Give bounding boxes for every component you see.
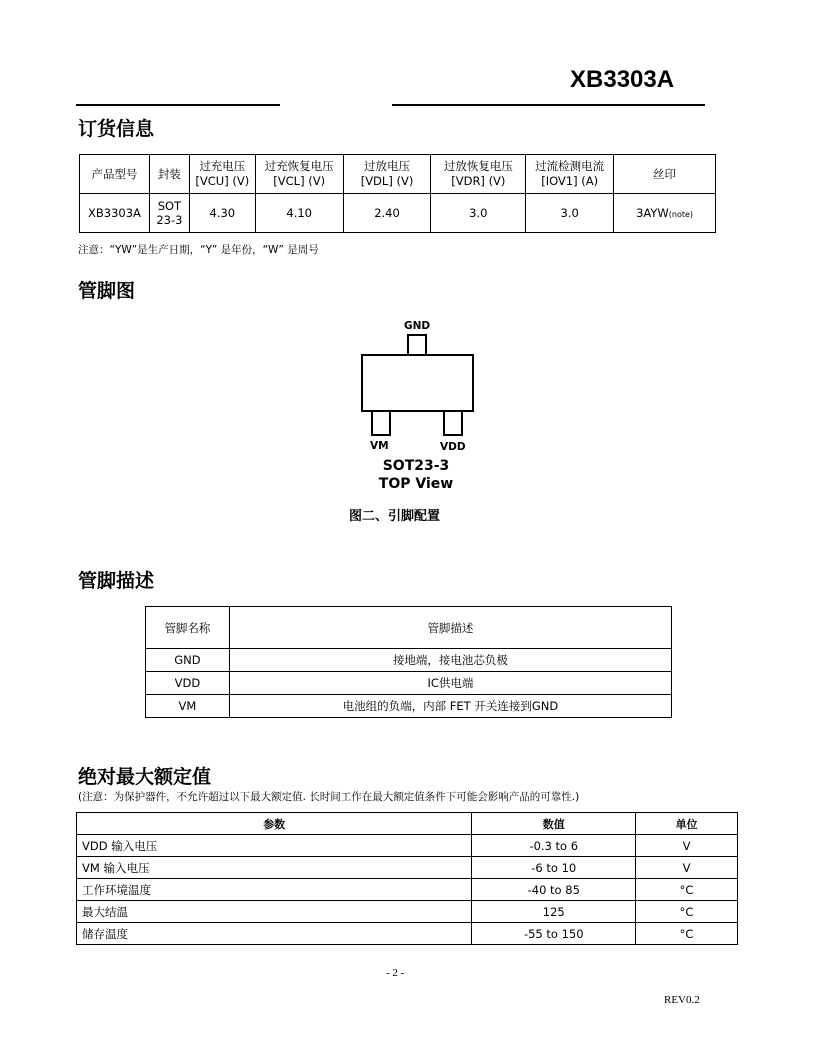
ordering-title: 订货信息 [78,118,155,140]
pin-name: VDD [146,672,230,695]
table-row [77,835,738,857]
value-cell: -40 to 85 [472,879,636,901]
cell-package: SOT 23-3 [149,194,189,233]
col-pin-name: 管脚名称 [146,607,230,649]
col-iov1: 过流检测电流 [IOV1] (A) [526,155,614,194]
abs-max-header-row [77,813,738,835]
package-view: TOP View [378,476,454,492]
abs-max-table [76,812,738,945]
col-vdl: 过放电压 [VDL] (V) [343,155,431,194]
table-row [146,695,672,718]
col-package: 封装 [149,155,189,194]
pin-label-gnd: GND [404,320,431,332]
ordering-data-row [80,194,716,233]
table-row [146,672,672,695]
pin-name: VM [146,695,230,718]
cell-marking: 3AYW(note) [614,194,716,233]
page-number: - 2 - [386,967,405,979]
package-name: SOT23-3 [382,458,450,474]
col-vdr: 过放恢复电压 [VDR] (V) [431,155,526,194]
cell-iov1: 3.0 [526,194,614,233]
cell-vdr: 3.0 [431,194,526,233]
ordering-header-row [80,155,716,194]
col-model: 产品型号 [80,155,150,194]
col-vcl: 过充恢复电压 [VCL] (V) [255,155,343,194]
param-cell: 最大结温 [77,901,472,923]
unit-cell: °C [636,879,738,901]
pin-label-vm: VM [370,440,389,452]
unit-cell: V [636,835,738,857]
abs-max-note: (注意：为保护器件，不允许超过以下最大额定值. 长时间工作在最大额定值条件下可能会影响产品的可靠性.) [78,791,580,803]
figure-caption: 图二、引脚配置 [349,509,441,524]
pin-label-vdd: VDD [440,441,466,453]
table-row [146,649,672,672]
pin-description: 电池组的负端，内部 FET 开关连接到GND [229,695,671,718]
pin-desc-table [145,606,672,718]
pin-desc-title: 管脚描述 [78,570,155,592]
cell-vcu: 4.30 [189,194,255,233]
col-param: 参数 [77,813,472,835]
param-cell: 工作环境温度 [77,879,472,901]
pin-vdd [443,410,463,436]
header-rule-right [392,104,705,106]
ordering-note: 注意：“YW”是生产日期，“Y” 是年份，“W” 是周号 [78,244,319,256]
pinout-title: 管脚图 [78,280,136,302]
ordering-table [79,154,716,233]
pin-vm [371,410,391,436]
part-number-title: XB3303A [570,66,675,93]
col-value: 数值 [472,813,636,835]
pin-description: 接地端，接电池芯负极 [229,649,671,672]
revision-label: REV0.2 [664,994,700,1006]
col-pin-desc: 管脚描述 [229,607,671,649]
cell-vdl: 2.40 [343,194,431,233]
col-unit: 单位 [636,813,738,835]
pin-desc-header-row [146,607,672,649]
package-body [361,354,474,412]
value-cell: 125 [472,901,636,923]
value-cell: -0.3 to 6 [472,835,636,857]
pin-description: IC供电端 [229,672,671,695]
unit-cell: V [636,857,738,879]
table-row [77,879,738,901]
cell-model: XB3303A [80,194,150,233]
param-cell: 储存温度 [77,923,472,945]
pin-name: GND [146,649,230,672]
value-cell: -55 to 150 [472,923,636,945]
col-marking: 丝印 [614,155,716,194]
param-cell: VDD 输入电压 [77,835,472,857]
col-vcu: 过充电压 [VCU] (V) [189,155,255,194]
abs-max-title: 绝对最大额定值 [78,766,212,788]
param-cell: VM 输入电压 [77,857,472,879]
table-row [77,923,738,945]
cell-vcl: 4.10 [255,194,343,233]
table-row [77,857,738,879]
unit-cell: °C [636,923,738,945]
table-row [77,901,738,923]
unit-cell: °C [636,901,738,923]
header-rule-left [76,104,280,106]
value-cell: -6 to 10 [472,857,636,879]
